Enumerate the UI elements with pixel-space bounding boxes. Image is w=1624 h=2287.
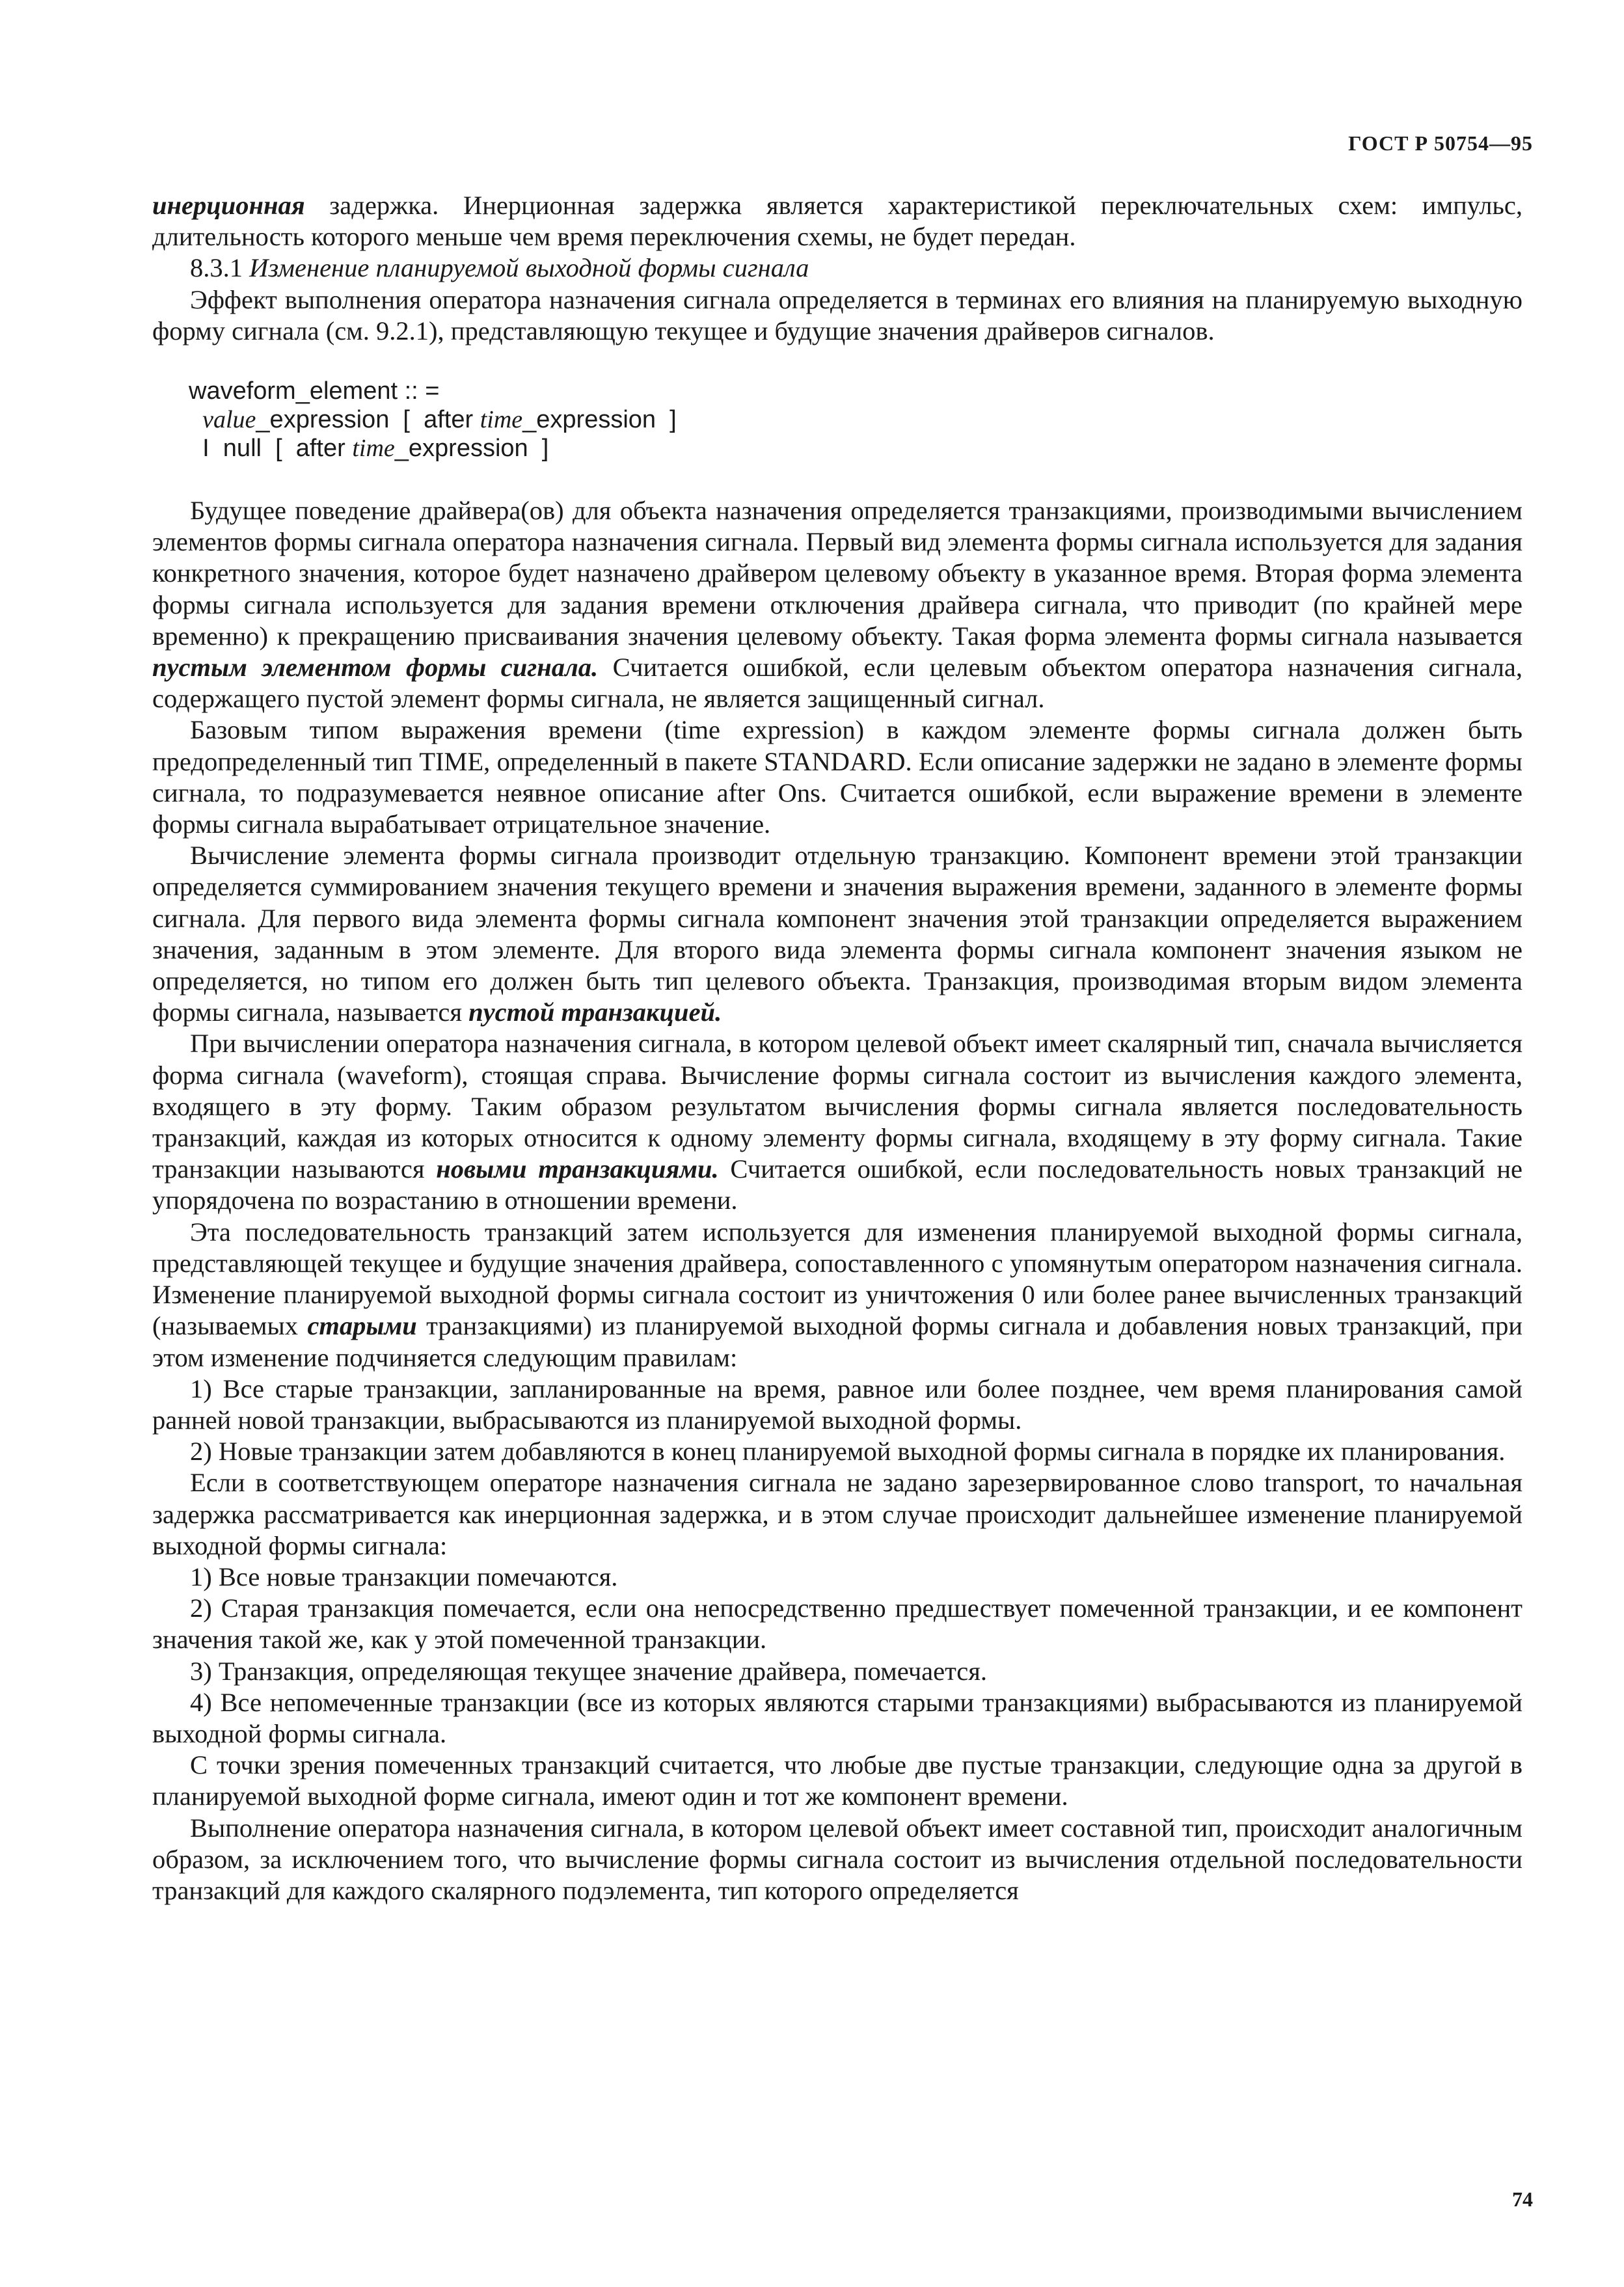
page-number: 74 <box>1512 2187 1533 2211</box>
term-new-transactions: новыми транзакциями. <box>436 1154 719 1184</box>
paragraph-future-behavior <box>152 495 1522 714</box>
syntax-line-2 <box>189 405 1522 434</box>
paragraph-future-text-1: Будущее поведение драйвера(ов) для объекта назначения определяется транзакциями, производимыми вычислением элементов формы сигнала оператора назначения сигнала. Первый вид элемента формы сигнала используется для задания конкретного значения, которое будет назначено драйвером целевому объекту в указанное время. Вторая форма элемента формы сигнала используется для задания времени отключения драйвера сигнала, что приводит (по крайней мере временно) к прекращению присваивания значения целевому объекту. Такая форма элемента формы сигнала называется <box>152 496 1522 651</box>
paragraph-composite: Выполнение оператора назначения сигнала, в котором целевой объект имеет составной тип, происходит аналогичным образом, за исключением того, что вычисление формы сигнала состоит из вычисления отдельной последовательности транзакций для каждого скалярного подэлемента, тип которого определяется <box>152 1813 1522 1905</box>
paragraph-eval-text: Вычисление элемента формы сигнала производит отдельную транзакцию. Компонент времени этой транзакции определяется суммированием значения текущего времени и значения выражения времени, заданного в элементе формы сигнала. Для первого вида элемента формы сигнала компонент значения этой транзакции определяется выражением значения, заданным в этом элементе. Для второго вида элемента формы сигнала компонент значения языком не определяется, но типом его должен быть тип целевого объекта. Транзакция, производимая вторым видом элемента формы сигнала, называется <box>152 841 1522 1027</box>
marking-rule-item: 3) Транзакция, определяющая текущее значение драйвера, помечается. <box>190 1656 987 1686</box>
syntax-line-2-rest2: _expression ] <box>522 406 677 434</box>
paragraph-sequence-text-2: транзакциями) из планируемой выходной формы сигнала и добавления новых транзакций, при этом изменение подчиняется следующим правилам: <box>152 1311 1522 1372</box>
section-heading <box>152 252 1522 284</box>
paragraph-scalar-text-2: Считается ошибкой, если последовательность новых транзакций не упорядочена по возрастанию в отношении времени. <box>152 1154 1522 1215</box>
term-empty-transaction: пустой транзакцией. <box>468 997 722 1027</box>
paragraph-effect: Эффект выполнения оператора назначения сигнала определяется в терминах его влияния на планируемую выходную форму сигнала (см. 9.2.1), представляющую текущее и будущие значения драйверов сигналов. <box>152 284 1522 345</box>
paragraph-marked: С точки зрения помеченных транзакций считается, что любые две пустые транзакции, следующие одна за другой в планируемой выходной форме сигнала, имеют один и тот же компонент времени. <box>152 1750 1522 1811</box>
paragraph-base-type: Базовым типом выражения времени (time expression) в каждом элементе формы сигнала должен быть предопределенный тип TIME, определенный в пакете STANDARD. Если описание задержки не задано в элементе формы сигнала, то подразумевается неявное описание after Ons. Считается ошибкой, если выражение времени в элементе формы сигнала вырабатывает отрицательное значение. <box>152 715 1522 839</box>
syntax-italic-time: time <box>480 406 523 434</box>
intro-text: задержка. Инерционная задержка является характеристикой переключательных схем: импульс, длительность которого меньше чем время переключения схемы, не будет передан. <box>152 191 1522 252</box>
syntax-block <box>189 377 1522 463</box>
syntax-line-3-pre: I null [ after <box>202 435 353 463</box>
rule-item: 2) Новые транзакции затем добавляются в конец планируемой выходной формы сигнала в порядке их планирования. <box>190 1437 1506 1467</box>
term-empty-element: пустым элементом формы сигнала. <box>152 653 599 683</box>
marking-rule-item: 1) Все новые транзакции помечаются. <box>190 1562 618 1591</box>
paragraph-sequence-text-1: Эта последовательность транзакций затем используется для изменения планируемой выходной формы сигнала, представляющей текущее и будущие значения драйвера, сопоставленного с упомянутым оператором назначения сигнала. Изменение планируемой выходной формы сигнала состоит из уничтожения 0 или более ранее вычисленных транзакций (называемых <box>152 1217 1522 1341</box>
syntax-line-1: waveform_element :: = <box>189 377 440 405</box>
syntax-line-3 <box>189 434 1522 463</box>
document-code-header: ГОСТ Р 50754—95 <box>1348 131 1533 155</box>
rule-item: 1) Все старые транзакции, запланированные на время, равное или более позднее, чем время планирования самой ранней новой транзакции, выбрасываются из планируемой выходной формы. <box>152 1374 1522 1435</box>
syntax-italic-time-2: time <box>352 435 395 463</box>
paragraph-evaluation <box>152 840 1522 1028</box>
section-number: 8.3.1 <box>190 253 243 283</box>
marking-rule-item: 2) Старая транзакция помечается, если она непосредственно предшествует помеченной транзакции, и ее компонент значения такой же, как у этой помеченной транзакции. <box>152 1593 1522 1655</box>
paragraph-scalar <box>152 1028 1522 1216</box>
syntax-line-2-rest: _expression [ after <box>256 406 480 434</box>
syntax-italic-value: value <box>202 406 256 434</box>
section-title: Изменение планируемой выходной формы сигнала <box>249 253 809 283</box>
paragraph-scalar-text-1: При вычислении оператора назначения сигнала, в котором целевой объект имеет скалярный тип, сначала вычисляется форма сигнала (waveform), стоящая справа. Вычисление формы сигнала состоит из вычисления каждого элемента, входящего в эту форму. Таким образом результатом вычисления формы сигнала является последовательность транзакций, каждая из которых относится к одному элементу формы сигнала, входящему в эту форму сигнала. Такие транзакции называются <box>152 1029 1522 1184</box>
syntax-line-3-rest: _expression ] <box>394 435 549 463</box>
paragraph-future-text-2: Считается ошибкой, если целевым объектом оператора назначения сигнала, содержащего пустой элемент формы сигнала, не является защищенный сигнал. <box>152 653 1523 714</box>
document-body <box>152 190 1522 1906</box>
intro-italic-term: инерционная <box>152 191 305 220</box>
paragraph-transport: Если в соответствующем операторе назначения сигнала не задано зарезервированное слово transport, то начальная задержка рассматривается как инерционная задержка, и в этом случае происходит дальнейшее изменение планируемой выходной формы сигнала: <box>152 1468 1522 1560</box>
marking-rule-item: 4) Все непомеченные транзакции (все из которых являются старыми транзакциями) выбрасываются из планируемой выходной формы сигнала. <box>152 1687 1522 1748</box>
intro-paragraph <box>152 190 1522 252</box>
term-old: старыми <box>307 1311 417 1341</box>
paragraph-sequence <box>152 1217 1522 1374</box>
